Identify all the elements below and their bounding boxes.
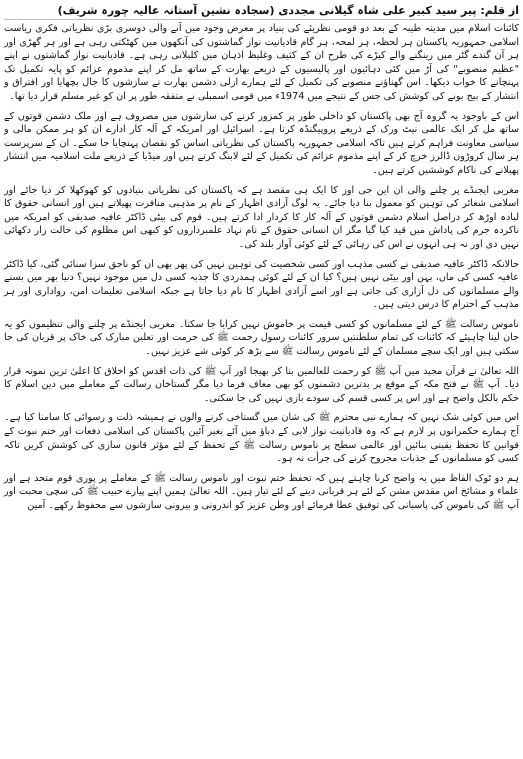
article-paragraph: مغربی ایجنڈے پر چلنے والی ان این جی اوز کا ایک ہی مقصد ہے کہ پاکستان کی نظریاتی بنیادوں کو کھوکھلا کر دیا جائے اور اسلامی شعائر کی توہین کو معمول بنا دیا جائے۔ یہ لوگ آزادی اظہار کے نام پر مذہبی منافرت پھیلاتے ہیں اور انسانی حقوق کا لبادہ اوڑھ کر دراصل اسلام دشمن قوتوں کے آلہ کار کا کردار ادا کرتے ہیں۔ قوم کی بیٹی ڈاکٹر عافیہ صدیقی کو امریکہ میں ناکردہ جرم کی پاداش میں قید کیا گیا مگر ان انسانی حقوق کے نام نہاد علمبرداروں کو کبھی اس مظلوم کی حالت زار دکھائی نہیں دی اور نہ ہی انہوں نے اس کی رہائی کے لئے کوئی آواز بلند کی۔ — [4, 184, 519, 250]
article-paragraph: اس میں کوئی شک نہیں کہ ہمارے نبی محترم ﷺ کی شان میں گستاخی کرنے والوں نے ہمیشہ ذلت و رسوائی کا سامنا کیا ہے۔ آج ہمارے حکمرانوں پر لازم ہے کہ وہ قادیانیت نواز لابی کے دباؤ میں آئے بغیر آئین پاکستان کی اسلامی دفعات اور ختم نبوت کے قوانین کا تحفظ یقینی بنائیں اور عالمی سطح پر ناموس رسالت ﷺ کے تحفظ کے لئے مؤثر قانون سازی کی کوشش کریں تاکہ کسی کو مسلمانوں کے جذبات مجروح کرنے کی جرأت نہ ہو۔ — [4, 412, 519, 465]
article-body — [4, 22, 519, 513]
article-paragraph: ہم دو ٹوک الفاظ میں یہ واضح کرنا چاہتے ہیں کہ تحفظ ختم نبوت اور ناموس رسالت ﷺ کے معاملے پر پوری قوم متحد ہے اور علماء و مشائخ اس مقدس مشن کے لئے ہر قربانی دینے کے لئے تیار ہیں۔ اللہ تعالیٰ ہمیں اپنے پیارے حبیب ﷺ کی سچی محبت اور آپ ﷺ کی ناموس کی پاسبانی کی توفیق عطا فرمائے اور وطن عزیز کو اندرونی و بیرونی سازشوں سے محفوظ رکھے۔ آمین — [4, 472, 519, 511]
article-paragraph: اللہ تعالیٰ نے قرآن مجید میں آپ ﷺ کو رحمت للعالمین بنا کر بھیجا اور آپ ﷺ کی ذات اقدس کو اخلاق کا اعلیٰ ترین نمونہ قرار دیا۔ آپ ﷺ نے فتح مکہ کے موقع پر بدترین دشمنوں کو بھی معاف فرما دیا مگر گستاخان رسالت کے معاملے میں دین اسلام کا حکم بالکل واضح ہے اور اس پر کسی قسم کی سودے بازی نہیں کی جا سکتی۔ — [4, 365, 519, 404]
article-paragraph: اس کے باوجود یہ گروہ آج بھی پاکستان کو داخلی طور پر کمزور کرنے کی سازشوں میں مصروف ہے اور ملک دشمن قوتوں کے ساتھ مل کر ایک عالمی نیٹ ورک کے ذریعے پروپیگنڈہ کرتا ہے۔ اسرائیل اور امریکہ کے آلہ کار ادارے ان کو ہر ممکن مالی و سیاسی معاونت فراہم کرتے ہیں تاکہ اسلامی جمہوریہ پاکستان کی نظریاتی اساس کو نقصان پہنچایا جا سکے۔ ان کے سرپرست ہر سال کروڑوں ڈالرز خرچ کر کے اپنے مذموم عزائم کی تکمیل کے لئے لابنگ کرتے ہیں اور میڈیا کے ذریعے ملت اسلامیہ میں انتشار پھیلانے کی ناکام کوششیں کرتے ہیں۔ — [4, 110, 519, 176]
article-paragraph: حالانکہ ڈاکٹر عافیہ صدیقی نے کسی مذہب اور کسی شخصیت کی توہین نہیں کی پھر بھی ان کو ناحق سزا سنائی گئی، کیا ڈاکٹر عافیہ کسی کی ماں، بہن اور بیٹی نہیں ہیں؟ کیا ان کے لئے کوئی ہمدردی کا جذبہ کسی دل میں موجود نہیں؟ دنیا بھر میں بسنے والے مسلمانوں کی دل آزاری کی جاتی ہے اور اسے آزادی اظہار کا نام دیا جاتا ہے جبکہ اسلامی تعلیمات امن، رواداری اور ہر مذہب کے احترام کا درس دیتی ہیں۔ — [4, 258, 519, 311]
article-paragraph: کائنات اسلام میں مدینہ طیبہ کے بعد دو قومی نظریئے کی بنیاد پر معرض وجود میں آنے والی دوسری بڑی نظریاتی فکری ریاست اسلامی جمہوریہ پاکستان ہر لحظہ، ہر لمحہ، ہر گام قادیانیت نواز گماشتوں کی آنکھوں میں کھٹکتی رہی ہے اور ہر گھڑی اور ہر آن گندے گٹر میں رینگنے والے کیڑے کی طرح ان کے کثیف وغلیظ اذہان میں کلبلاتی رہی ہے۔ قادیانیت نواز گماشتوں نے اپنے "عظیم منصوبے" کی آڑ میں کئی دہائیوں اور پالیسیوں کے ذریعے بھارت کے ساتھ مل کر اپنے مذموم عزائم کو پایہ تکمیل تک پہنچانے کا خواب دیکھا۔ اس گھناؤنے منصوبے کی تکمیل کے لئے ہمارے ازلی دشمن بھارت نے سازشوں کا جال بچھایا اور افتراق و انتشار کے بیج بونے کی کوشش کی جس کے نتیجے میں 1974ء میں قومی اسمبلی نے متفقہ طور پر ان کو غیر مسلم قرار دیا تھا۔ — [4, 23, 519, 102]
article-paragraph: ناموس رسالت ﷺ کے لئے مسلمانوں کو کسی قیمت پر خاموش نہیں کرایا جا سکتا۔ مغربی ایجنڈے پر چلنے والی تنظیموں کو یہ جان لینا چاہیئے کہ کائنات کی تمام سلطنتیں سرور کائنات رسول رحمت ﷺ کی حرمت اور تعلین مبارک کی خاک پر قربان کی جا سکتی ہیں اور ایک سچے مسلمان کے لئے ناموس رسالت ﷺ سے بڑھ کر کوئی شے عزیز نہیں۔ — [4, 318, 519, 358]
author-byline: از قلم: پیر سید کبیر علی شاہ گیلانی مجددی (سجادہ نشین آستانہ عالیہ چورہ شریف) — [4, 3, 519, 20]
